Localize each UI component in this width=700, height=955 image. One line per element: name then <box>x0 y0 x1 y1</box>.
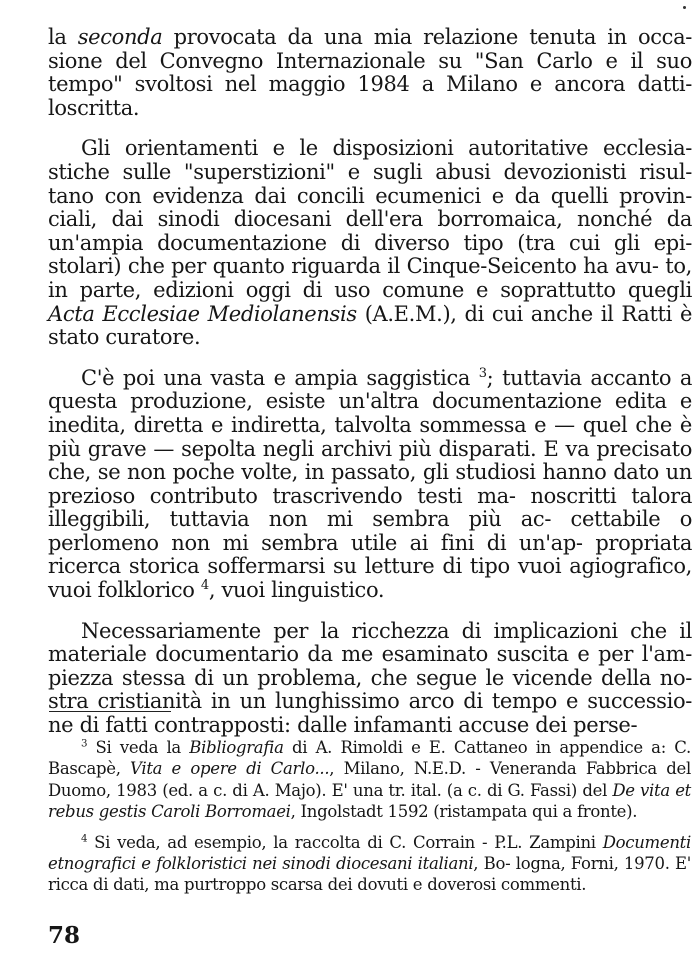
text-run: doverosi commenti. <box>427 875 587 895</box>
text-run: è stato curatore. <box>48 301 693 350</box>
italic-title: Documenti etnografici e folkloristici nei sinodi diocesani italiani <box>48 832 691 874</box>
text-run: noscritti talora illeggibili, tuttavia non mi sembra più ac- <box>48 483 692 532</box>
text-run: un'ampia documentazione di diverso tipo (tra cui gli epi- <box>48 230 692 255</box>
text-run: Necessariamente per la ricchezza di implicazioni che il <box>81 618 692 643</box>
text-run: loscritta. <box>48 95 140 120</box>
paragraph <box>48 620 692 738</box>
text-run: stra cristianità in un lunghissimo arco di tempo e successio- <box>48 689 692 714</box>
text-run: 1592 (ristampata qui a fronte). <box>387 802 638 822</box>
text-run: a: C. Bascapè, <box>48 738 691 779</box>
paragraph <box>48 137 692 349</box>
text-run: provocata da una mia relazione tenuta in occa- <box>162 25 692 49</box>
text-run: logna, Forni, 1970. E' ricca di dati, ma purtroppo scarsa dei dovuti e <box>48 854 691 895</box>
body-text <box>48 26 692 738</box>
text-run: materiale documentario da me esaminato suscita e per l'am- <box>48 642 692 667</box>
paragraph <box>48 26 692 120</box>
text-run: stiche sulle "superstizioni" e sugli abusi devozionisti risul- <box>48 159 692 184</box>
text-run: la <box>48 25 78 49</box>
text-run: ciali, dai sinodi diocesani dell'era borromaica, nonché da <box>48 207 692 232</box>
text-run: , vuoi linguistico. <box>208 578 385 603</box>
footnote <box>48 832 691 896</box>
text-run: to, in parte, edizioni oggi di uso comune e soprattutto quegli <box>48 254 693 302</box>
italic-title: Bibliografia <box>189 738 284 757</box>
text-run: Si veda, ad esempio, la raccolta di C. Corrain - P.L. Zampini <box>94 832 596 852</box>
text-run: di G. Fassi) del <box>486 780 613 800</box>
text-run: sione del Convegno Internazionale su "San Carlo e il suo <box>48 48 692 73</box>
text-run: stolari) che per quanto riguarda il Cinque-Seicento ha avu- <box>48 254 659 279</box>
italic-title: De vita et rebus gestis Caroli Borromaei <box>48 780 691 822</box>
footnote-marker: 3 <box>478 365 487 381</box>
text-run: cettabile o perlomeno non mi sembra utile ai fini di un'ap- <box>48 507 693 555</box>
footnote <box>48 737 691 823</box>
text-run: di A. Rimoldi e E. Cattaneo in appendice <box>283 738 643 757</box>
page-number: 78 <box>48 922 81 949</box>
italic-title: Acta Ecclesiae Mediolanensis <box>48 301 357 326</box>
text-run: Fabbrica del Duomo, 1983 (ed. a c. di A. Majo). E' una tr. ital. (a c. <box>48 759 691 800</box>
text-run: C'è poi una vasta e ampia saggistica <box>81 365 479 390</box>
text-run: ne di fatti contrapposti: dalle infamanti accuse dei perse- <box>48 713 638 738</box>
text-run: Gli orientamenti e le disposizioni autoritative ecclesia- <box>81 136 692 161</box>
text-run: , Bo- <box>473 854 511 874</box>
italic-title: Vita e opere di Carlo... <box>130 759 330 779</box>
text-run: tempo" svoltosi nel maggio 1984 a Milano e ancora datti- <box>48 72 692 97</box>
footnote-marker: 4 <box>200 578 209 594</box>
text-run: propriata ricerca storica soffermarsi su letture di tipo vuoi <box>48 530 692 579</box>
text-run: precisato che, se non poche volte, in passato, gli studiosi <box>48 436 692 485</box>
text-run: agiografico, vuoi folklorico <box>48 554 692 603</box>
italic-title: seconda <box>77 25 163 49</box>
paragraph <box>48 367 692 603</box>
scan-speck <box>683 6 686 9</box>
text-run: ; tuttavia accanto a <box>486 365 692 390</box>
footnote-number: 3 <box>81 738 88 750</box>
text-run: , Ingolstadt <box>290 802 383 822</box>
text-run: hanno dato un prezioso contributo trascrivendo testi ma- <box>48 460 692 508</box>
text-run: questa produzione, esiste un'altra documentazione edita <box>48 389 667 414</box>
text-run: Si veda la <box>95 738 190 757</box>
footnote-rule <box>49 711 171 712</box>
text-run: tano con evidenza dai concili ecumenici e da quelli provin- <box>48 183 692 208</box>
text-run: (A.E.M.), di cui anche il Ratti <box>356 301 673 326</box>
text-run: che è più grave — sepolta negli archivi più disparati. E va <box>48 412 692 461</box>
text-run: , Milano, N.E.D. - Veneranda <box>329 759 577 779</box>
footnotes <box>48 737 691 896</box>
text-run: e inedita, diretta e indiretta, talvolta sommessa e — quel <box>48 389 692 437</box>
text-run: piezza stessa di un problema, che segue le vicende della no- <box>48 665 692 690</box>
footnote-number: 4 <box>81 833 88 845</box>
